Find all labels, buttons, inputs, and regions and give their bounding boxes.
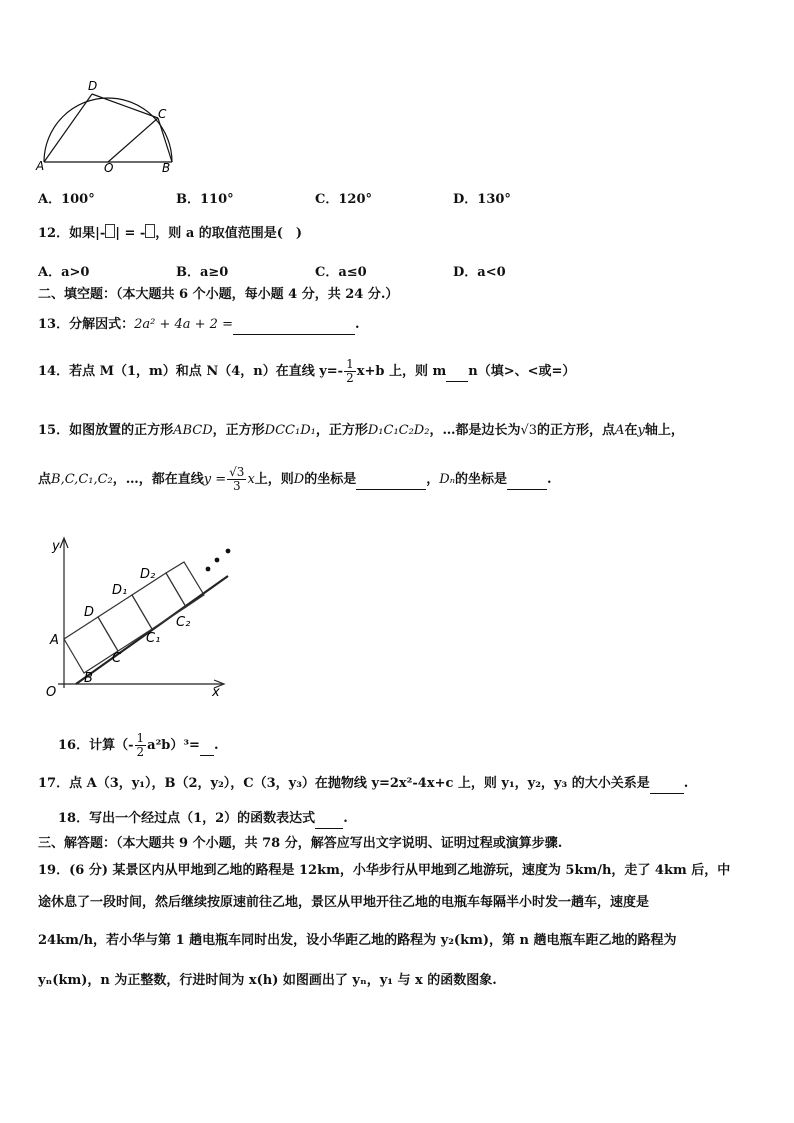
- q12-option-a[interactable]: A．a>0: [38, 265, 90, 280]
- segment-oc: [108, 118, 158, 162]
- q13-answer-blank[interactable]: [233, 316, 355, 335]
- fraction-one-half: $\frac{1}{2}$: [136, 731, 145, 759]
- q12-option-c[interactable]: C．a≤0: [315, 265, 367, 280]
- section-solve-heading: 三、解答题：（本大题共 9 个小题，共 78 分，解答应写出文字说明、证明过程或演算步骤.: [38, 836, 563, 851]
- q12-question: 12．如果|- | = - ，则 a 的取值范围是( ): [38, 226, 303, 241]
- q11-option-d[interactable]: D．130°: [453, 192, 511, 207]
- chord-dc: [92, 94, 158, 118]
- q18-question: 18．写出一个经过点（1，2）的函数表达式 .: [58, 810, 348, 829]
- q15-answer-blank-dn[interactable]: [507, 471, 547, 490]
- label-d1: D₁: [112, 583, 128, 598]
- q13-question: 13．分解因式：2a² + 4a + 2 = .: [38, 316, 360, 335]
- fraction-sqrt3-over-3: $\frac{√3}{3}$: [229, 465, 245, 493]
- missing-glyph-icon: [105, 224, 115, 238]
- label-y: y: [52, 539, 60, 554]
- label-b: B: [162, 161, 171, 173]
- label-b: B: [84, 671, 93, 686]
- q15-answer-blank-d[interactable]: [356, 471, 426, 490]
- fraction-one-half: $\frac{1}{2}$: [346, 357, 354, 385]
- chord-cb: [158, 118, 172, 162]
- q14-answer-blank[interactable]: [446, 363, 468, 382]
- square-partial: [166, 562, 204, 607]
- label-x: x: [212, 685, 220, 700]
- q16-question: 16．计算（- $\frac{1}{2}$ a²b）³= .: [58, 731, 219, 759]
- q19-line4: yₙ(km)，n 为正整数，行进时间为 x(h) 如图画出了 yₙ，y₁ 与 x 的函数图象.: [38, 973, 497, 988]
- q12-option-b[interactable]: B．a≥0: [176, 265, 229, 280]
- q17-question: 17．点 A（3，y₁），B（2，y₂），C（3，y₃）在抛物线 y=2x²-4x+c 上，则 y₁，y₂，y₃ 的大小关系是 .: [38, 775, 688, 794]
- q15-question-line1: 15．如图放置的正方形ABCD，正方形DCC₁D₁，正方形D₁C₁C₂D₂，…都是边长为√3的正方形，点A在y轴上，: [38, 423, 684, 438]
- q18-answer-blank[interactable]: [315, 810, 343, 829]
- label-d2: D₂: [140, 567, 156, 582]
- label-c1: C₁: [146, 631, 161, 646]
- label-a: A: [36, 159, 45, 173]
- ellipsis-dot: [206, 567, 211, 572]
- ellipsis-dot: [215, 558, 220, 563]
- section-fill-in-heading: 二、填空题：（本大题共 6 个小题，每小题 4 分，共 24 分.）: [38, 287, 399, 302]
- q19-line3: 24km/h，若小华与第 1 趟电瓶车同时出发，设小华距乙地的路程为 y₂(km)，第 n 趟电瓶车距乙地的路程为: [38, 933, 677, 948]
- label-d: D: [88, 79, 98, 93]
- q17-answer-blank[interactable]: [650, 775, 684, 794]
- q19-line2: 途休息了一段时间，然后继续按原速前往乙地，景区从甲地开往乙地的电瓶车每隔半小时发一趟车，速度是: [38, 895, 650, 910]
- q14-question: 14．若点 M（1，m）和点 N（4，n）在直线 y=- $\frac{1}{2}$ x+b 上，则 m n（填>、<或=）: [38, 357, 576, 385]
- q11-option-a[interactable]: A．100°: [38, 192, 95, 207]
- semicircle-arc: [44, 98, 172, 162]
- label-c: C: [112, 651, 122, 666]
- q16-answer-blank[interactable]: [200, 737, 214, 756]
- q12-option-d[interactable]: D．a<0: [453, 265, 506, 280]
- label-o: O: [104, 161, 114, 173]
- ellipsis-dot: [226, 549, 231, 554]
- q19-line1: 19．(6 分) 某景区内从甲地到乙地的路程是 12km，小华步行从甲地到乙地游玩，速度为 5km/h，走了 4km 后，中: [38, 863, 731, 878]
- label-a: A: [50, 633, 59, 648]
- missing-glyph-icon: [145, 224, 155, 238]
- q11-option-c[interactable]: C．120°: [315, 192, 372, 207]
- squares-on-line-figure: [36, 532, 236, 702]
- q15-question-line2: 点B,C,C₁,C₂，…，都在直线y = $\frac{√3}{3}$ x上，则D的坐标是 ，Dₙ的坐标是 .: [38, 465, 552, 493]
- square-abcd: [64, 617, 118, 673]
- q11-option-b[interactable]: B．110°: [176, 192, 234, 207]
- square-dcc1d1: [98, 595, 152, 651]
- label-o: O: [46, 685, 57, 700]
- label-c: C: [158, 107, 167, 121]
- label-c2: C₂: [176, 615, 191, 630]
- label-d: D: [84, 605, 95, 620]
- chord-ad: [44, 94, 92, 162]
- line-y-sqrt3-over-3-x: [76, 576, 228, 684]
- semicircle-figure: [30, 78, 180, 173]
